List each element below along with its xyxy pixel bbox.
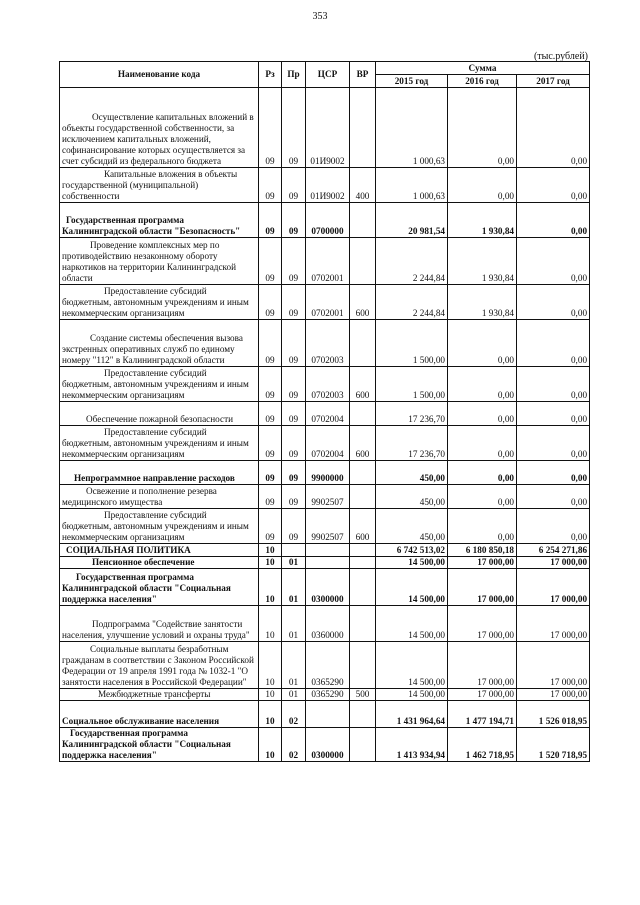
table-row — [60, 701, 590, 728]
cell-y2016: 1 477 194,71 — [448, 701, 517, 728]
cell-rz: 10 — [259, 544, 282, 557]
cell-vr — [350, 485, 376, 509]
cell-pr: 09 — [282, 426, 306, 461]
cell-rz: 10 — [259, 642, 282, 689]
cell-y2017: 0,00 — [517, 367, 590, 402]
cell-y2017: 0,00 — [517, 461, 590, 485]
cell-y2015: 1 431 964,64 — [376, 701, 448, 728]
cell-vr — [350, 606, 376, 642]
cell-rz: 10 — [259, 557, 282, 569]
cell-name: Капитальные вложения в объекты государственной (муниципальной) собственности — [60, 168, 259, 203]
cell-rz: 09 — [259, 485, 282, 509]
table-row — [60, 238, 590, 285]
cell-rz: 09 — [259, 509, 282, 544]
cell-y2015: 14 500,00 — [376, 606, 448, 642]
cell-pr: 09 — [282, 88, 306, 168]
cell-csr: 0702001 — [306, 238, 350, 285]
cell-y2015: 1 000,63 — [376, 88, 448, 168]
cell-pr: 09 — [282, 461, 306, 485]
cell-csr: 9902507 — [306, 485, 350, 509]
cell-csr: 0300000 — [306, 569, 350, 606]
cell-y2017: 0,00 — [517, 285, 590, 320]
cell-name: Предоставление субсидий бюджетным, автономным учреждениям и иным некоммерческим организациям — [60, 367, 259, 402]
cell-csr: 01И9002 — [306, 88, 350, 168]
cell-y2016: 17 000,00 — [448, 689, 517, 701]
cell-y2015: 14 500,00 — [376, 557, 448, 569]
header-pr: Пр — [282, 62, 306, 88]
cell-y2017: 0,00 — [517, 320, 590, 367]
cell-y2015: 1 500,00 — [376, 367, 448, 402]
cell-y2016: 1 930,84 — [448, 203, 517, 238]
cell-name: Непрограммное направление расходов — [60, 461, 259, 485]
cell-rz: 10 — [259, 689, 282, 701]
cell-rz: 10 — [259, 701, 282, 728]
table-row — [60, 285, 590, 320]
cell-y2016: 0,00 — [448, 426, 517, 461]
cell-y2016: 1 462 718,95 — [448, 728, 517, 762]
cell-y2017: 0,00 — [517, 238, 590, 285]
cell-vr: 500 — [350, 689, 376, 701]
cell-y2017: 0,00 — [517, 168, 590, 203]
cell-pr: 09 — [282, 285, 306, 320]
cell-pr: 02 — [282, 728, 306, 762]
cell-pr: 09 — [282, 320, 306, 367]
cell-vr — [350, 461, 376, 485]
cell-csr: 9902507 — [306, 509, 350, 544]
table-row — [60, 367, 590, 402]
cell-rz: 09 — [259, 285, 282, 320]
cell-y2015: 2 244,84 — [376, 285, 448, 320]
cell-y2016: 1 930,84 — [448, 285, 517, 320]
cell-y2016: 6 180 850,18 — [448, 544, 517, 557]
cell-pr: 09 — [282, 402, 306, 426]
cell-y2017: 17 000,00 — [517, 689, 590, 701]
cell-y2016: 0,00 — [448, 485, 517, 509]
table-body — [60, 88, 590, 762]
header-2017: 2017 год — [517, 75, 590, 88]
cell-y2017: 6 254 271,86 — [517, 544, 590, 557]
table-row — [60, 402, 590, 426]
cell-y2015: 2 244,84 — [376, 238, 448, 285]
table-row — [60, 88, 590, 168]
cell-rz: 09 — [259, 426, 282, 461]
cell-rz: 09 — [259, 203, 282, 238]
cell-y2015: 450,00 — [376, 461, 448, 485]
header-2015: 2015 год — [376, 75, 448, 88]
table-row — [60, 203, 590, 238]
cell-name: Предоставление субсидий бюджетным, автономным учреждениям и иным некоммерческим организациям — [60, 285, 259, 320]
cell-pr: 09 — [282, 367, 306, 402]
cell-vr — [350, 203, 376, 238]
cell-csr: 0300000 — [306, 728, 350, 762]
header-sum: Сумма — [376, 62, 590, 75]
cell-y2016: 1 930,84 — [448, 238, 517, 285]
cell-pr: 09 — [282, 168, 306, 203]
cell-y2015: 20 981,54 — [376, 203, 448, 238]
cell-name: Создание системы обеспечения вызова экстренных оперативных служб по единому номеру "112" в Калининградской области — [60, 320, 259, 367]
page-number: 353 — [312, 11, 328, 22]
cell-y2017: 17 000,00 — [517, 569, 590, 606]
cell-y2017: 0,00 — [517, 402, 590, 426]
cell-vr — [350, 701, 376, 728]
cell-y2015: 14 500,00 — [376, 689, 448, 701]
cell-name: Подпрограмма "Содействие занятости населения, улучшение условий и охраны труда" — [60, 606, 259, 642]
cell-name: Межбюджетные трансферты — [60, 689, 259, 701]
cell-pr: 01 — [282, 606, 306, 642]
table-row — [60, 642, 590, 689]
table-row — [60, 320, 590, 367]
cell-csr: 0365290 — [306, 642, 350, 689]
cell-y2015: 450,00 — [376, 509, 448, 544]
cell-rz: 10 — [259, 728, 282, 762]
cell-name: Предоставление субсидий бюджетным, автономным учреждениям и иным некоммерческим организациям — [60, 509, 259, 544]
cell-name: Предоставление субсидий бюджетным, автономным учреждениям и иным некоммерческим организациям — [60, 426, 259, 461]
cell-rz: 10 — [259, 569, 282, 606]
cell-y2016: 0,00 — [448, 367, 517, 402]
cell-csr — [306, 557, 350, 569]
cell-y2016: 0,00 — [448, 509, 517, 544]
cell-y2016: 0,00 — [448, 461, 517, 485]
cell-rz: 09 — [259, 320, 282, 367]
cell-pr: 01 — [282, 569, 306, 606]
cell-pr: 09 — [282, 509, 306, 544]
cell-y2017: 17 000,00 — [517, 606, 590, 642]
cell-vr: 600 — [350, 367, 376, 402]
cell-name: Государственная программа Калининградской области "Социальная поддержка населения" — [60, 728, 259, 762]
cell-y2015: 1 000,63 — [376, 168, 448, 203]
cell-y2015: 17 236,70 — [376, 426, 448, 461]
cell-y2016: 17 000,00 — [448, 557, 517, 569]
cell-y2016: 17 000,00 — [448, 569, 517, 606]
cell-name: Пенсионное обеспечение — [60, 557, 259, 569]
cell-vr: 600 — [350, 285, 376, 320]
cell-pr: 01 — [282, 642, 306, 689]
cell-pr: 09 — [282, 203, 306, 238]
table-row — [60, 426, 590, 461]
cell-y2016: 0,00 — [448, 402, 517, 426]
cell-y2017: 17 000,00 — [517, 642, 590, 689]
table-row — [60, 509, 590, 544]
cell-csr — [306, 701, 350, 728]
cell-vr — [350, 569, 376, 606]
cell-vr — [350, 557, 376, 569]
cell-y2017: 0,00 — [517, 485, 590, 509]
table-row — [60, 485, 590, 509]
cell-y2017: 0,00 — [517, 426, 590, 461]
table-row — [60, 728, 590, 762]
cell-rz: 09 — [259, 88, 282, 168]
cell-y2015: 17 236,70 — [376, 402, 448, 426]
cell-vr — [350, 238, 376, 285]
table-row — [60, 689, 590, 701]
header-name: Наименование кода — [60, 62, 259, 88]
cell-y2015: 14 500,00 — [376, 642, 448, 689]
cell-vr: 400 — [350, 168, 376, 203]
budget-table — [59, 61, 590, 762]
cell-y2016: 17 000,00 — [448, 606, 517, 642]
cell-vr: 600 — [350, 426, 376, 461]
cell-y2016: 0,00 — [448, 168, 517, 203]
cell-csr: 9900000 — [306, 461, 350, 485]
cell-pr: 09 — [282, 485, 306, 509]
table-row — [60, 168, 590, 203]
cell-csr: 0700000 — [306, 203, 350, 238]
table-row — [60, 461, 590, 485]
cell-y2016: 0,00 — [448, 320, 517, 367]
cell-y2017: 1 526 018,95 — [517, 701, 590, 728]
cell-name: Социальное обслуживание населения — [60, 701, 259, 728]
table-row — [60, 557, 590, 569]
cell-y2017: 17 000,00 — [517, 557, 590, 569]
cell-vr — [350, 320, 376, 367]
cell-vr — [350, 642, 376, 689]
cell-y2015: 14 500,00 — [376, 569, 448, 606]
cell-csr: 0702004 — [306, 402, 350, 426]
cell-y2016: 0,00 — [448, 88, 517, 168]
cell-name: Освежение и пополнение резерва медицинского имущества — [60, 485, 259, 509]
cell-name: Обеспечение пожарной безопасности — [60, 402, 259, 426]
header-2016: 2016 год — [448, 75, 517, 88]
cell-name: Осуществление капитальных вложений в объекты государственной собственности, за исключением капитальных вложений, софинансирование которых осуществляется за счет субсидий из федерального бюджета — [60, 88, 259, 168]
cell-y2017: 0,00 — [517, 88, 590, 168]
cell-pr: 01 — [282, 557, 306, 569]
cell-csr: 0702003 — [306, 320, 350, 367]
unit-label: (тыс.рублей) — [533, 51, 588, 62]
cell-csr: 0702004 — [306, 426, 350, 461]
table-row — [60, 544, 590, 557]
cell-csr: 0360000 — [306, 606, 350, 642]
header-csr: ЦСР — [306, 62, 350, 88]
cell-y2015: 450,00 — [376, 485, 448, 509]
cell-rz: 09 — [259, 367, 282, 402]
cell-y2015: 1 413 934,94 — [376, 728, 448, 762]
cell-name: Государственная программа Калининградской области "Социальная поддержка населения" — [60, 569, 259, 606]
cell-name: Проведение комплексных мер по противодействию незаконному обороту наркотиков на территории Калининградской области — [60, 238, 259, 285]
cell-y2017: 0,00 — [517, 203, 590, 238]
cell-csr: 01И9002 — [306, 168, 350, 203]
cell-pr — [282, 544, 306, 557]
cell-pr: 02 — [282, 701, 306, 728]
cell-vr — [350, 402, 376, 426]
cell-y2016: 17 000,00 — [448, 642, 517, 689]
cell-y2017: 1 520 718,95 — [517, 728, 590, 762]
cell-rz: 09 — [259, 168, 282, 203]
cell-name: СОЦИАЛЬНАЯ ПОЛИТИКА — [60, 544, 259, 557]
cell-y2017: 0,00 — [517, 509, 590, 544]
cell-csr: 0702001 — [306, 285, 350, 320]
cell-rz: 09 — [259, 238, 282, 285]
cell-name: Социальные выплаты безработным гражданам в соответствии с Законом Российской Федерации от 19 апреля 1991 года № 1032-1 "О занятости населения в Российской Федерации" — [60, 642, 259, 689]
cell-pr: 01 — [282, 689, 306, 701]
cell-pr: 09 — [282, 238, 306, 285]
cell-csr — [306, 544, 350, 557]
cell-y2015: 1 500,00 — [376, 320, 448, 367]
cell-y2015: 6 742 513,02 — [376, 544, 448, 557]
cell-csr: 0702003 — [306, 367, 350, 402]
cell-rz: 09 — [259, 461, 282, 485]
table-row — [60, 606, 590, 642]
header-rz: Рз — [259, 62, 282, 88]
cell-name: Государственная программа Калининградской области "Безопасность" — [60, 203, 259, 238]
cell-csr: 0365290 — [306, 689, 350, 701]
cell-vr — [350, 728, 376, 762]
cell-vr: 600 — [350, 509, 376, 544]
cell-rz: 10 — [259, 606, 282, 642]
table-row — [60, 569, 590, 606]
cell-rz: 09 — [259, 402, 282, 426]
cell-vr — [350, 544, 376, 557]
header-vr: ВР — [350, 62, 376, 88]
cell-vr — [350, 88, 376, 168]
